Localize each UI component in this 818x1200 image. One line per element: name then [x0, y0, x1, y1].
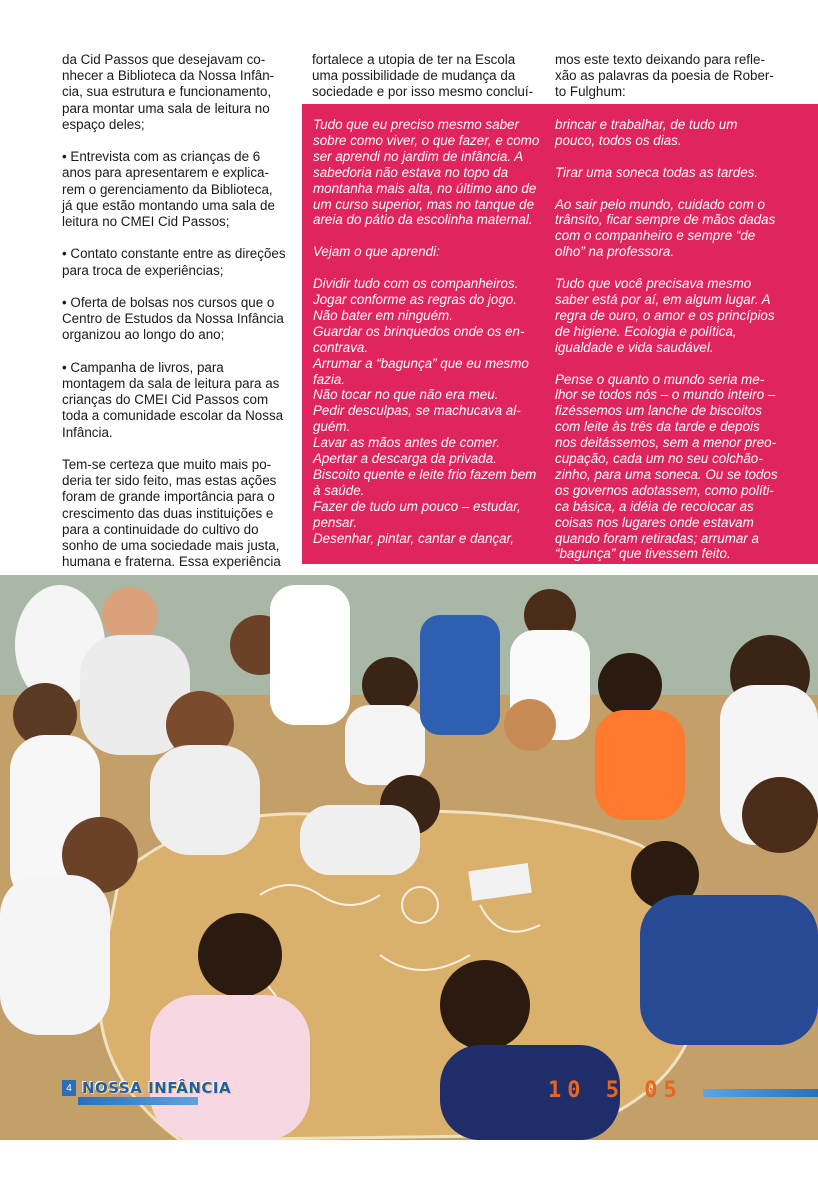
children-drawing-photo: [0, 575, 818, 1140]
article-column-3: mos este texto deixando para refle- xão as palavras da poesia de Rober- to Fulghum:: [555, 52, 774, 100]
article-column-2: fortalece a utopia de ter na Escola uma possibilidade de mudança da sociedade e por isso mesmo concluí-: [312, 52, 534, 100]
poem-column-left: Tudo que eu preciso mesmo saber sobre como viver, o que fazer, e como ser aprendi no jardim de infância. A sabedoria não estava no topo da montanha mais alta, no último ano de um curso superior, mas no tanque de areia do pátio da escolinha maternal. Vejam o que aprendi: Dividir tudo com os companheiros. Jogar conforme as regras do jogo. Não bater em ninguém. Guardar os brinquedos onde os en- contrava. Arrumar a “bagunça” que eu mesmo fazia. Não tocar no que não era meu. Pedir desculpas, se machucava al- guém. Lavar as mãos antes de comer. Apertar a descarga da privada. Biscoito quente e leite frio fazem bem à saúde. Fazer de tudo um pouco – estudar, pensar. Desenhar, pintar, cantar e dançar,: [313, 117, 540, 546]
poem-column-right: brincar e trabalhar, de tudo um pouco, todos os dias. Tirar uma soneca todas as tardes. Ao sair pelo mundo, cuidado com o trânsito, ficar sempre de mãos dadas com o companheiro e sempre “de olho” na professora. Tudo que você precisava mesmo saber está por aí, em algum lugar. A regra de ouro, o amor e os princípios de higiene. Ecologia e política, igualdade e vida saudável. Pense o quanto o mundo seria me- lhor se todos nós – o mundo inteiro – fizéssemos um lanche de biscoitos com leite às três da tarde e depois nos deitássemos, sem a menor preo- cupação, cada um no seu colchão- zinho, para uma soneca. Ou se todos os governos adotassem, como políti- ca básica, a idéia de recolocar as coisas nos lugares onde estavam quando foram retiradas; arrumar a “bagunça” que tivessem feito.: [555, 117, 778, 562]
photo-illustration: [0, 575, 818, 1140]
photo-date-stamp: 10 5 05: [548, 1078, 683, 1103]
footer-stripe-left: [78, 1097, 198, 1105]
article-column-1: da Cid Passos que desejavam co- nhecer a Biblioteca da Nossa Infân- cia, sua estrutura e funcionamento, para montar uma sala de leitura no espaço deles; • Entrevista com as crianças de 6 anos para apresentarem e explica- rem o gerenciamento da Biblioteca, já que estão montando uma sala de leitura no CMEI Cid Passos; • Contato constante entre as direções para troca de experiências; • Oferta de bolsas nos cursos que o Centro de Estudos da Nossa Infância organizou ao longo do ano; • Campanha de livros, para montagem da sala de leitura para as crianças do CMEI Cid Passos com toda a comunidade escolar da Nossa Infância. Tem-se certeza que muito mais po- deria ter sido feito, mas estas ações foram de grande importância para o crescimento das duas instituições e para a continuidade do cultivo do sonho de uma sociedade mais justa, humana e fraterna. Essa experiência: [62, 52, 286, 570]
footer-stripe-right: [703, 1089, 818, 1097]
nossa-infancia-logo: NOSSA INFÂNCIA: [82, 1079, 232, 1097]
page-number: 4: [62, 1080, 76, 1096]
